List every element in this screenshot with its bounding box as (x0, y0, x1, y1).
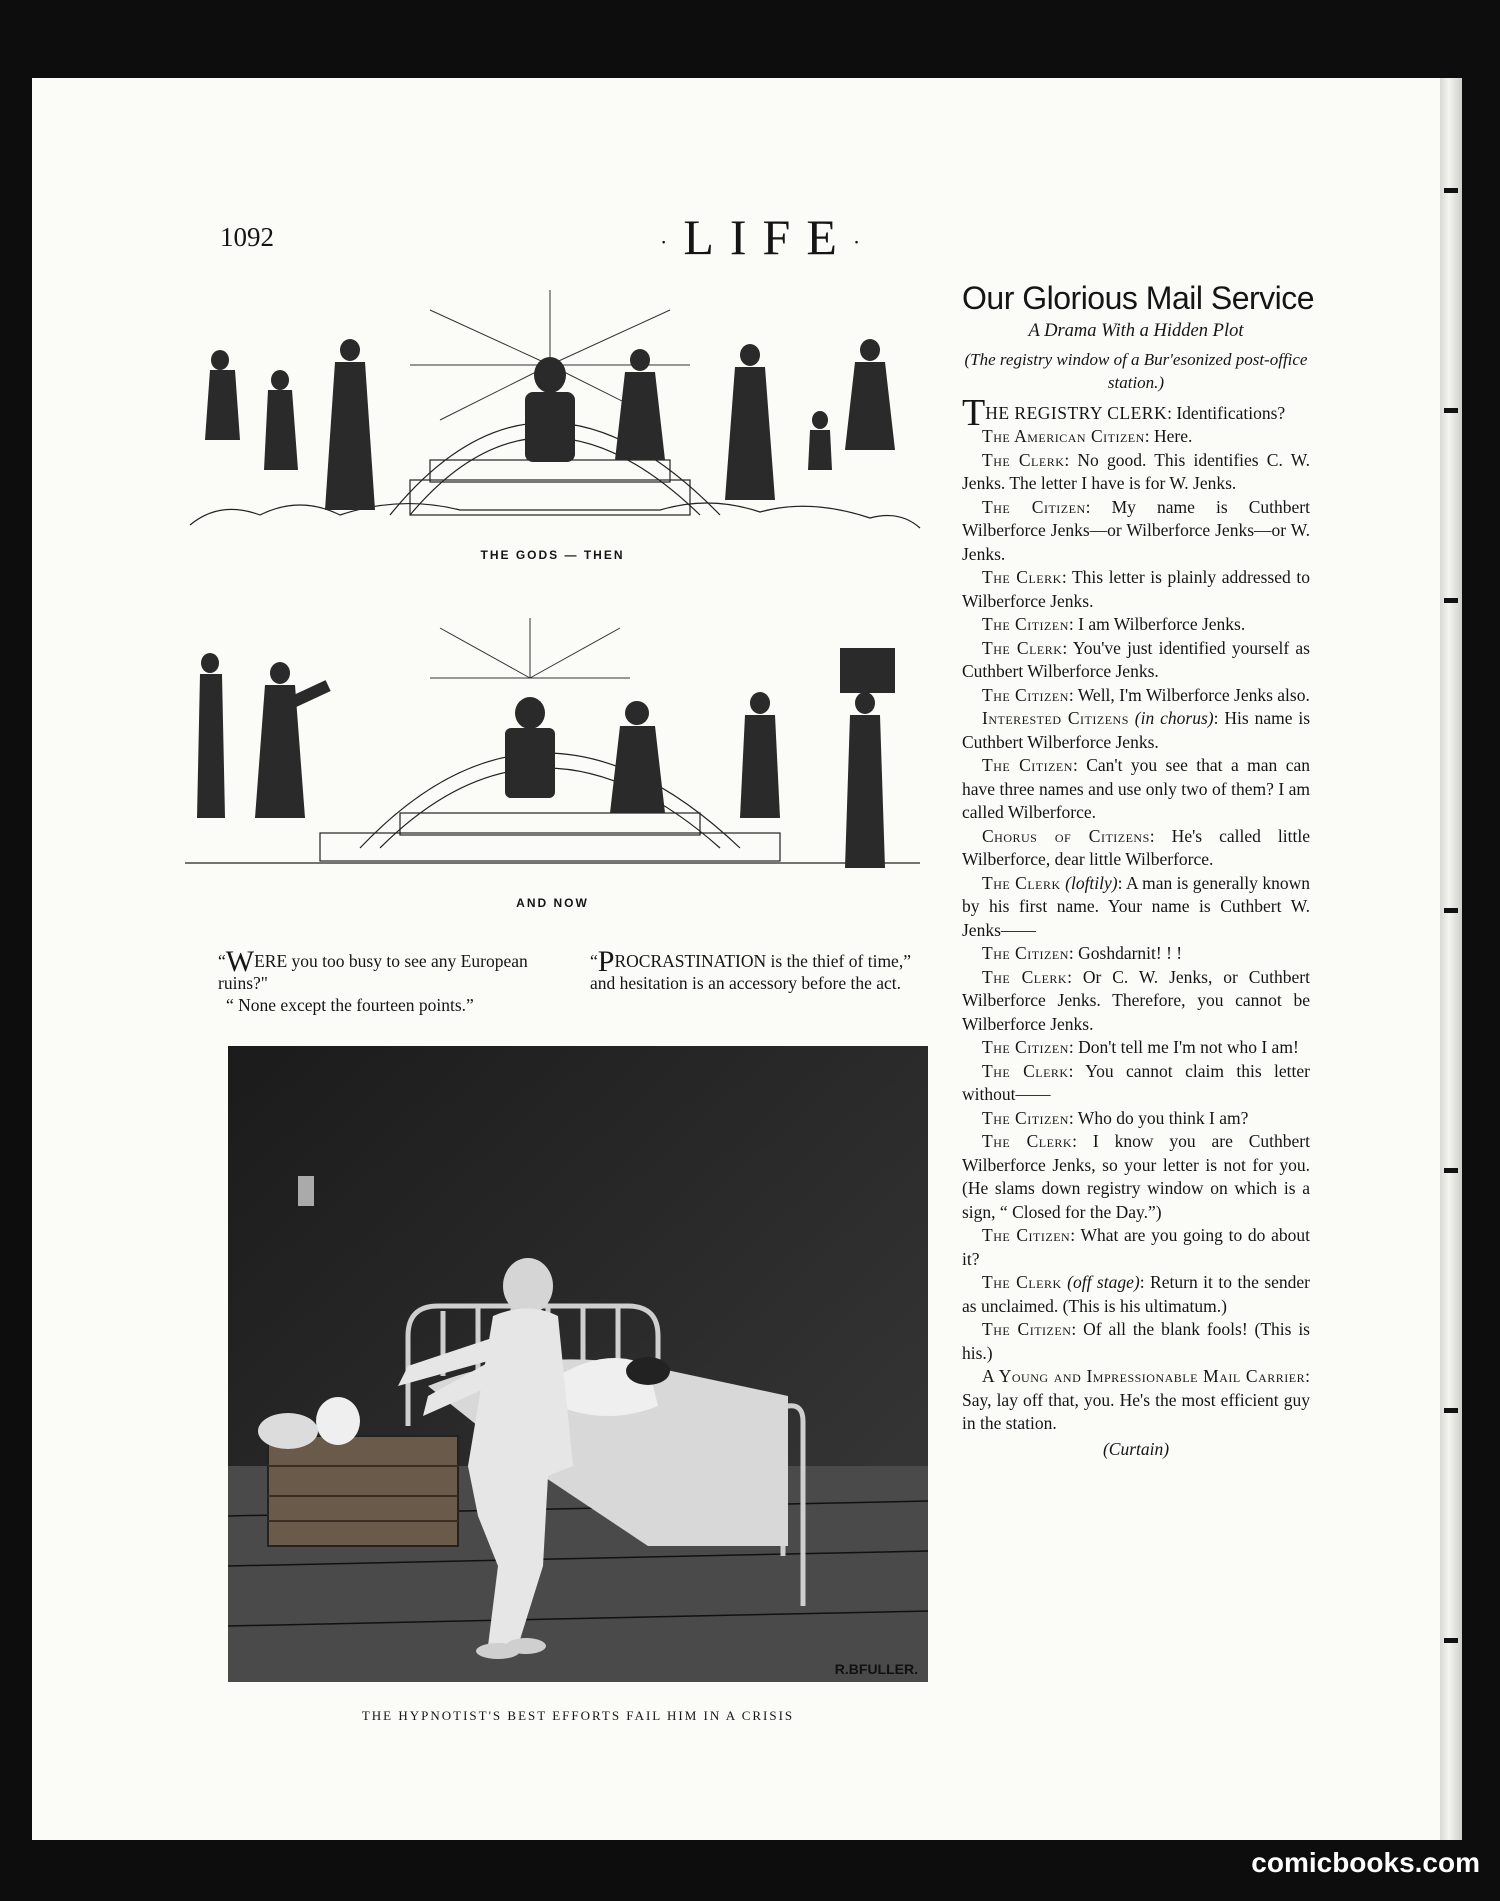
dialogue-speaker: The Citizen (982, 943, 1069, 963)
dialogue-text: : You've just identified yourself as Cuthbert Wilberforce Jenks. (962, 637, 1310, 681)
dialogue-line (962, 1060, 1310, 1107)
dialogue-speaker: The Clerk (982, 872, 1061, 893)
joke-ruins (218, 945, 563, 1016)
joke-ruins-answer: “ None except the fourteen points.” (226, 995, 474, 1015)
dialogue-text: : Who do you think I am? (1068, 1107, 1249, 1128)
dialogue-line (962, 449, 1310, 496)
dialogue-text: : Or C. W. Jenks, or Cuthbert Wilberforce Jenks. Therefore, you cannot be Wilberforce Jenks. (962, 966, 1310, 1034)
dialogue-text: : Well, I'm Wilberforce Jenks also. (1068, 684, 1310, 705)
page-number: 1092 (220, 222, 274, 252)
dialogue-speaker: The Citizen (982, 1319, 1072, 1339)
dialogue-text: : You cannot claim this letter without—— (962, 1060, 1310, 1104)
cartoon-gods-then (180, 270, 925, 570)
dialogue-speaker: The Citizen (982, 614, 1069, 634)
dialogue-text: : Return it to the sender as unclaimed. (This is his ultimatum.) (962, 1272, 1310, 1316)
joke-procrastination: “PROCRASTINATION is the thief of time,” and hesitation is an accessory before the act. (590, 945, 911, 993)
hypnotist-caption: THE HYPNOTIST'S BEST EFFORTS FAIL HIM IN A CRISIS (361, 1708, 795, 1723)
dialogue-stage-note: (off stage) (1067, 1272, 1140, 1292)
dialogue-line (962, 872, 1310, 943)
article-title: Our Glorious Mail Service (962, 280, 1315, 316)
dialogue-line (962, 637, 1310, 684)
dialogue-text: : His name is Cuthbert Wilberforce Jenks. (962, 708, 1311, 752)
dialogue-text: : Say, lay off that, you. He's the most efficient guy in the station. (962, 1366, 1310, 1433)
dialogue-text: : Identifications? (1167, 402, 1286, 423)
dialogue-text: : What are you going to do about it? (962, 1225, 1310, 1269)
dialogue-dropcap: T (962, 391, 986, 434)
dialogue-line (962, 825, 1310, 872)
dialogue-speaker: HE REGISTRY CLERK (985, 402, 1168, 423)
dialogue-speaker: The Clerk (982, 1131, 1073, 1151)
dialogue-line (962, 1365, 1310, 1436)
dialogue-speaker: Interested Citizens (982, 708, 1129, 728)
cartoon-gods-then-caption: THE GODS — THEN (480, 548, 625, 562)
illustration-signature: R.BFULLER. (834, 1661, 918, 1677)
masthead: ·LIFE· (660, 209, 877, 265)
dialogue-line (962, 707, 1310, 754)
dialogue-speaker: The Clerk (982, 637, 1063, 658)
dialogue-line (962, 566, 1310, 613)
dialogue-line (962, 1318, 1310, 1365)
cartoon-and-now-illustration (180, 618, 925, 880)
dialogue-text: : No good. This identifies C. W. Jenks. The letter I have is for W. Jenks. (962, 449, 1310, 493)
dialogue-line (962, 942, 1310, 966)
dialogue-line (962, 1036, 1310, 1060)
article-mail-service (962, 278, 1315, 1461)
dialogue-speaker: Chorus of Citizens (982, 825, 1150, 846)
joke-procrastination-text: ROCRASTINATION is the thief of time,” and hesitation is an accessory before the act. (590, 951, 911, 993)
cartoon-and-now (180, 618, 925, 880)
dialogue-line (962, 1130, 1310, 1224)
dialogue-line (962, 1271, 1310, 1318)
dialogue-text: : Don't tell me I'm not who I am! (1068, 1037, 1299, 1057)
masthead-title: LIFE (683, 209, 853, 265)
dialogue-speaker: The American Citizen (982, 426, 1145, 446)
dialogue-line (962, 1224, 1310, 1271)
article-dialogue (962, 391, 1311, 1436)
dialogue-text: : My name is Cuthbert Wilberforce Jenks—or Wilberforce Jenks—or W. Jenks. (962, 496, 1310, 564)
dialogue-text: : Here. (1144, 426, 1193, 446)
cartoon-and-now-caption: AND NOW (516, 896, 589, 910)
dialogue-speaker: The Citizen (982, 755, 1073, 775)
dialogue-text: : Can't you see that a man can have three names and use only two of them? I am called Wilberforce. (962, 755, 1310, 822)
dialogue-line (962, 966, 1310, 1037)
dialogue-speaker: The Citizen (982, 684, 1069, 705)
dialogue-line (962, 613, 1310, 637)
dialogue-text: : He's called little Wilberforce, dear little Wilberforce. (962, 825, 1310, 869)
joke-ruins-dropcap: W (225, 945, 255, 978)
dialogue-speaker: The Clerk (982, 1060, 1069, 1081)
dialogue-text: : Of all the blank fools! (This is his.) (962, 1319, 1310, 1363)
dialogue-line (962, 754, 1310, 825)
dialogue-speaker: The Clerk (982, 449, 1065, 470)
dialogue-speaker: The Clerk (982, 567, 1062, 587)
dialogue-text: : Goshdarnit! ! ! (1068, 943, 1183, 963)
dialogue-text: : This letter is plainly addressed to Wilberforce Jenks. (962, 567, 1310, 611)
dialogue-text: : I am Wilberforce Jenks. (1068, 614, 1246, 634)
dialogue-text: : A man is generally known by his first name. Your name is Cuthbert W. Jenks—— (962, 872, 1310, 940)
dialogue-line (962, 684, 1310, 708)
dialogue-stage-note: (loftily) (1065, 872, 1118, 893)
dialogue-speaker: The Clerk (982, 1272, 1062, 1292)
joke-ruins-question: “WERE you too busy to see any European ruins?" (218, 945, 528, 993)
dialogue-line (962, 391, 1310, 434)
watermark: comicbooks.com (1251, 1847, 1480, 1878)
article-subtitle: A Drama With a Hidden Plot (1028, 321, 1244, 341)
dialogue-speaker: The Citizen (982, 1037, 1069, 1057)
dialogue-text: : I know you are Cuthbert Wilberforce Jenks, so your letter is not for you. (He slams down registry window on which is a sign, “ Closed for the Day.”) (962, 1131, 1310, 1222)
page-binding-edge (1440, 78, 1462, 1840)
dialogue-line (962, 496, 1310, 567)
dialogue-speaker: The Clerk (982, 966, 1068, 987)
hypnotist-illustration-drawing (228, 1046, 928, 1682)
dialogue-speaker: The Citizen (982, 1107, 1069, 1128)
hypnotist-illustration (228, 1046, 928, 1682)
dialogue-speaker: The Citizen (982, 496, 1086, 517)
cartoon-gods-then-illustration (180, 270, 925, 570)
dialogue-speaker: The Citizen (982, 1225, 1071, 1245)
dialogue-stage-note: (in chorus) (1134, 708, 1214, 728)
dialogue-speaker: A Young and Impressionable Mail Carrier (982, 1366, 1306, 1386)
joke-procrastination-dropcap: P (597, 945, 615, 978)
article-curtain: (Curtain) (1102, 1438, 1170, 1459)
article-stage-direction: (The registry window of a Bur'esonized post-office station.) (964, 349, 1308, 392)
dialogue-line (962, 425, 1310, 449)
dialogue-line (962, 1107, 1310, 1131)
